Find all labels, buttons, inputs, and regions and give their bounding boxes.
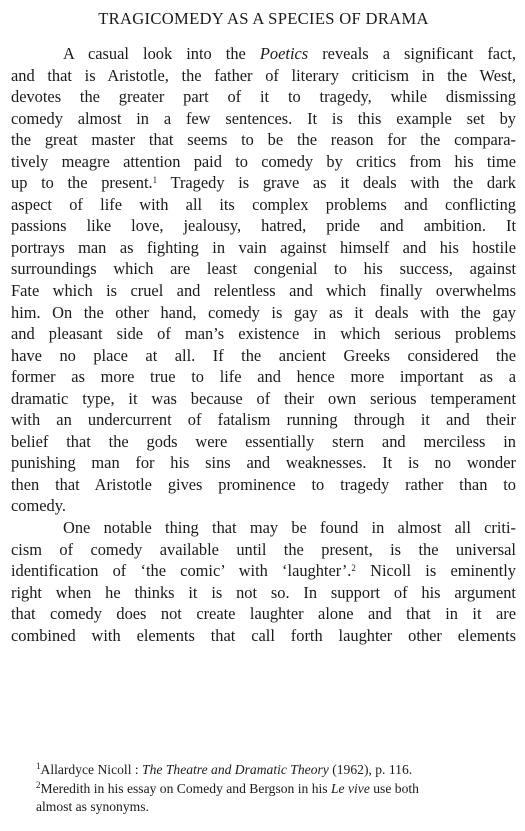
- text-line: portrays man as fighting in vain against himself and his hostile: [11, 237, 516, 257]
- text-line: and pleasant side of man’s existence in which serious problems: [11, 324, 516, 344]
- text-line: devotes the greater part of it to tragedy, while dismissing: [11, 87, 516, 107]
- text-line: former as more true to life and hence more important as a: [11, 367, 516, 387]
- text-line: right when he thinks it is not so. In support of his argument: [11, 582, 516, 602]
- text-line: with an undercurrent of fatalism running through it and their: [11, 410, 516, 430]
- text-line: punishing man for his sins and weaknesses. It is no wonder: [11, 453, 516, 473]
- text-line: him. On the other hand, comedy is gay as it deals with the gay: [11, 302, 516, 322]
- text-line: up to the present.$^1$ Tragedy is grave as it deals with the dark: [11, 173, 516, 193]
- text-line: A casual look into the Poetics reveals a significant fact,: [63, 44, 516, 63]
- text-line: then that Aristotle gives prominence to tragedy rather than to: [11, 474, 516, 494]
- text-line: passions like love, jealousy, hatred, pride and ambition. It: [11, 216, 516, 236]
- footnote-marker: 2: [351, 563, 356, 574]
- text-line: and that is Aristotle, the father of literary criticism in the West,: [11, 65, 516, 85]
- footnote-marker: 2: [36, 779, 41, 790]
- footnote-2-continued: almost as synonyms.: [36, 799, 149, 815]
- italic-title: Le vive: [330, 780, 370, 796]
- footnote-marker: 1: [36, 761, 41, 771]
- text-line: aspect of life with all its complex problems and conflicting: [11, 194, 516, 214]
- text-line: Fate which is cruel and relentless and which finally overwhelms: [11, 281, 516, 301]
- text-line: dramatic type, it was because of their own serious temperament: [11, 388, 516, 408]
- text-line: belief that the gods were essentially stern and merciless in: [11, 431, 516, 451]
- text-line: cism of comedy available until the present, is the universal: [11, 539, 516, 559]
- text-line: tively meagre attention paid to comedy by critics from his time: [11, 151, 516, 171]
- text-line: surroundings which are least congenial to his success, against: [11, 259, 516, 279]
- footnotes: [36, 761, 516, 817]
- footnote-2: $^2$Meredith in his essay on Comedy and Bergson in his Le vive use both: [36, 779, 419, 796]
- chapter-heading: TRAGICOMEDY AS A SPECIES OF DRAMA: [98, 9, 429, 28]
- text-line: One notable thing that may be found in almost all criti-: [63, 518, 516, 538]
- footnote-1: $^1$Allardyce Nicoll : The Theatre and Dramatic Theory (1962), p. 116.: [36, 761, 413, 777]
- text-line: identification of ‘the comic’ with ‘laughter’.$^2$ Nicoll is eminently: [11, 561, 517, 581]
- italic-title: Poetics: [259, 44, 309, 63]
- text-line: comedy.: [11, 496, 66, 516]
- italic-title: The Theatre and Dramatic Theory: [142, 762, 329, 777]
- text-line: comedy almost in a few sentences. It is this example set by: [11, 108, 516, 128]
- footnote-marker: 1: [152, 175, 158, 186]
- body-text: [11, 43, 516, 646]
- text-line: that comedy does not create laughter alone and that in it are: [11, 604, 516, 624]
- text-line: combined with elements that call forth laughter other elements: [11, 625, 516, 645]
- text-line: have no place at all. If the ancient Greeks considered the: [11, 345, 516, 365]
- text-line: the great master that seems to be the reason for the compara-: [11, 130, 516, 150]
